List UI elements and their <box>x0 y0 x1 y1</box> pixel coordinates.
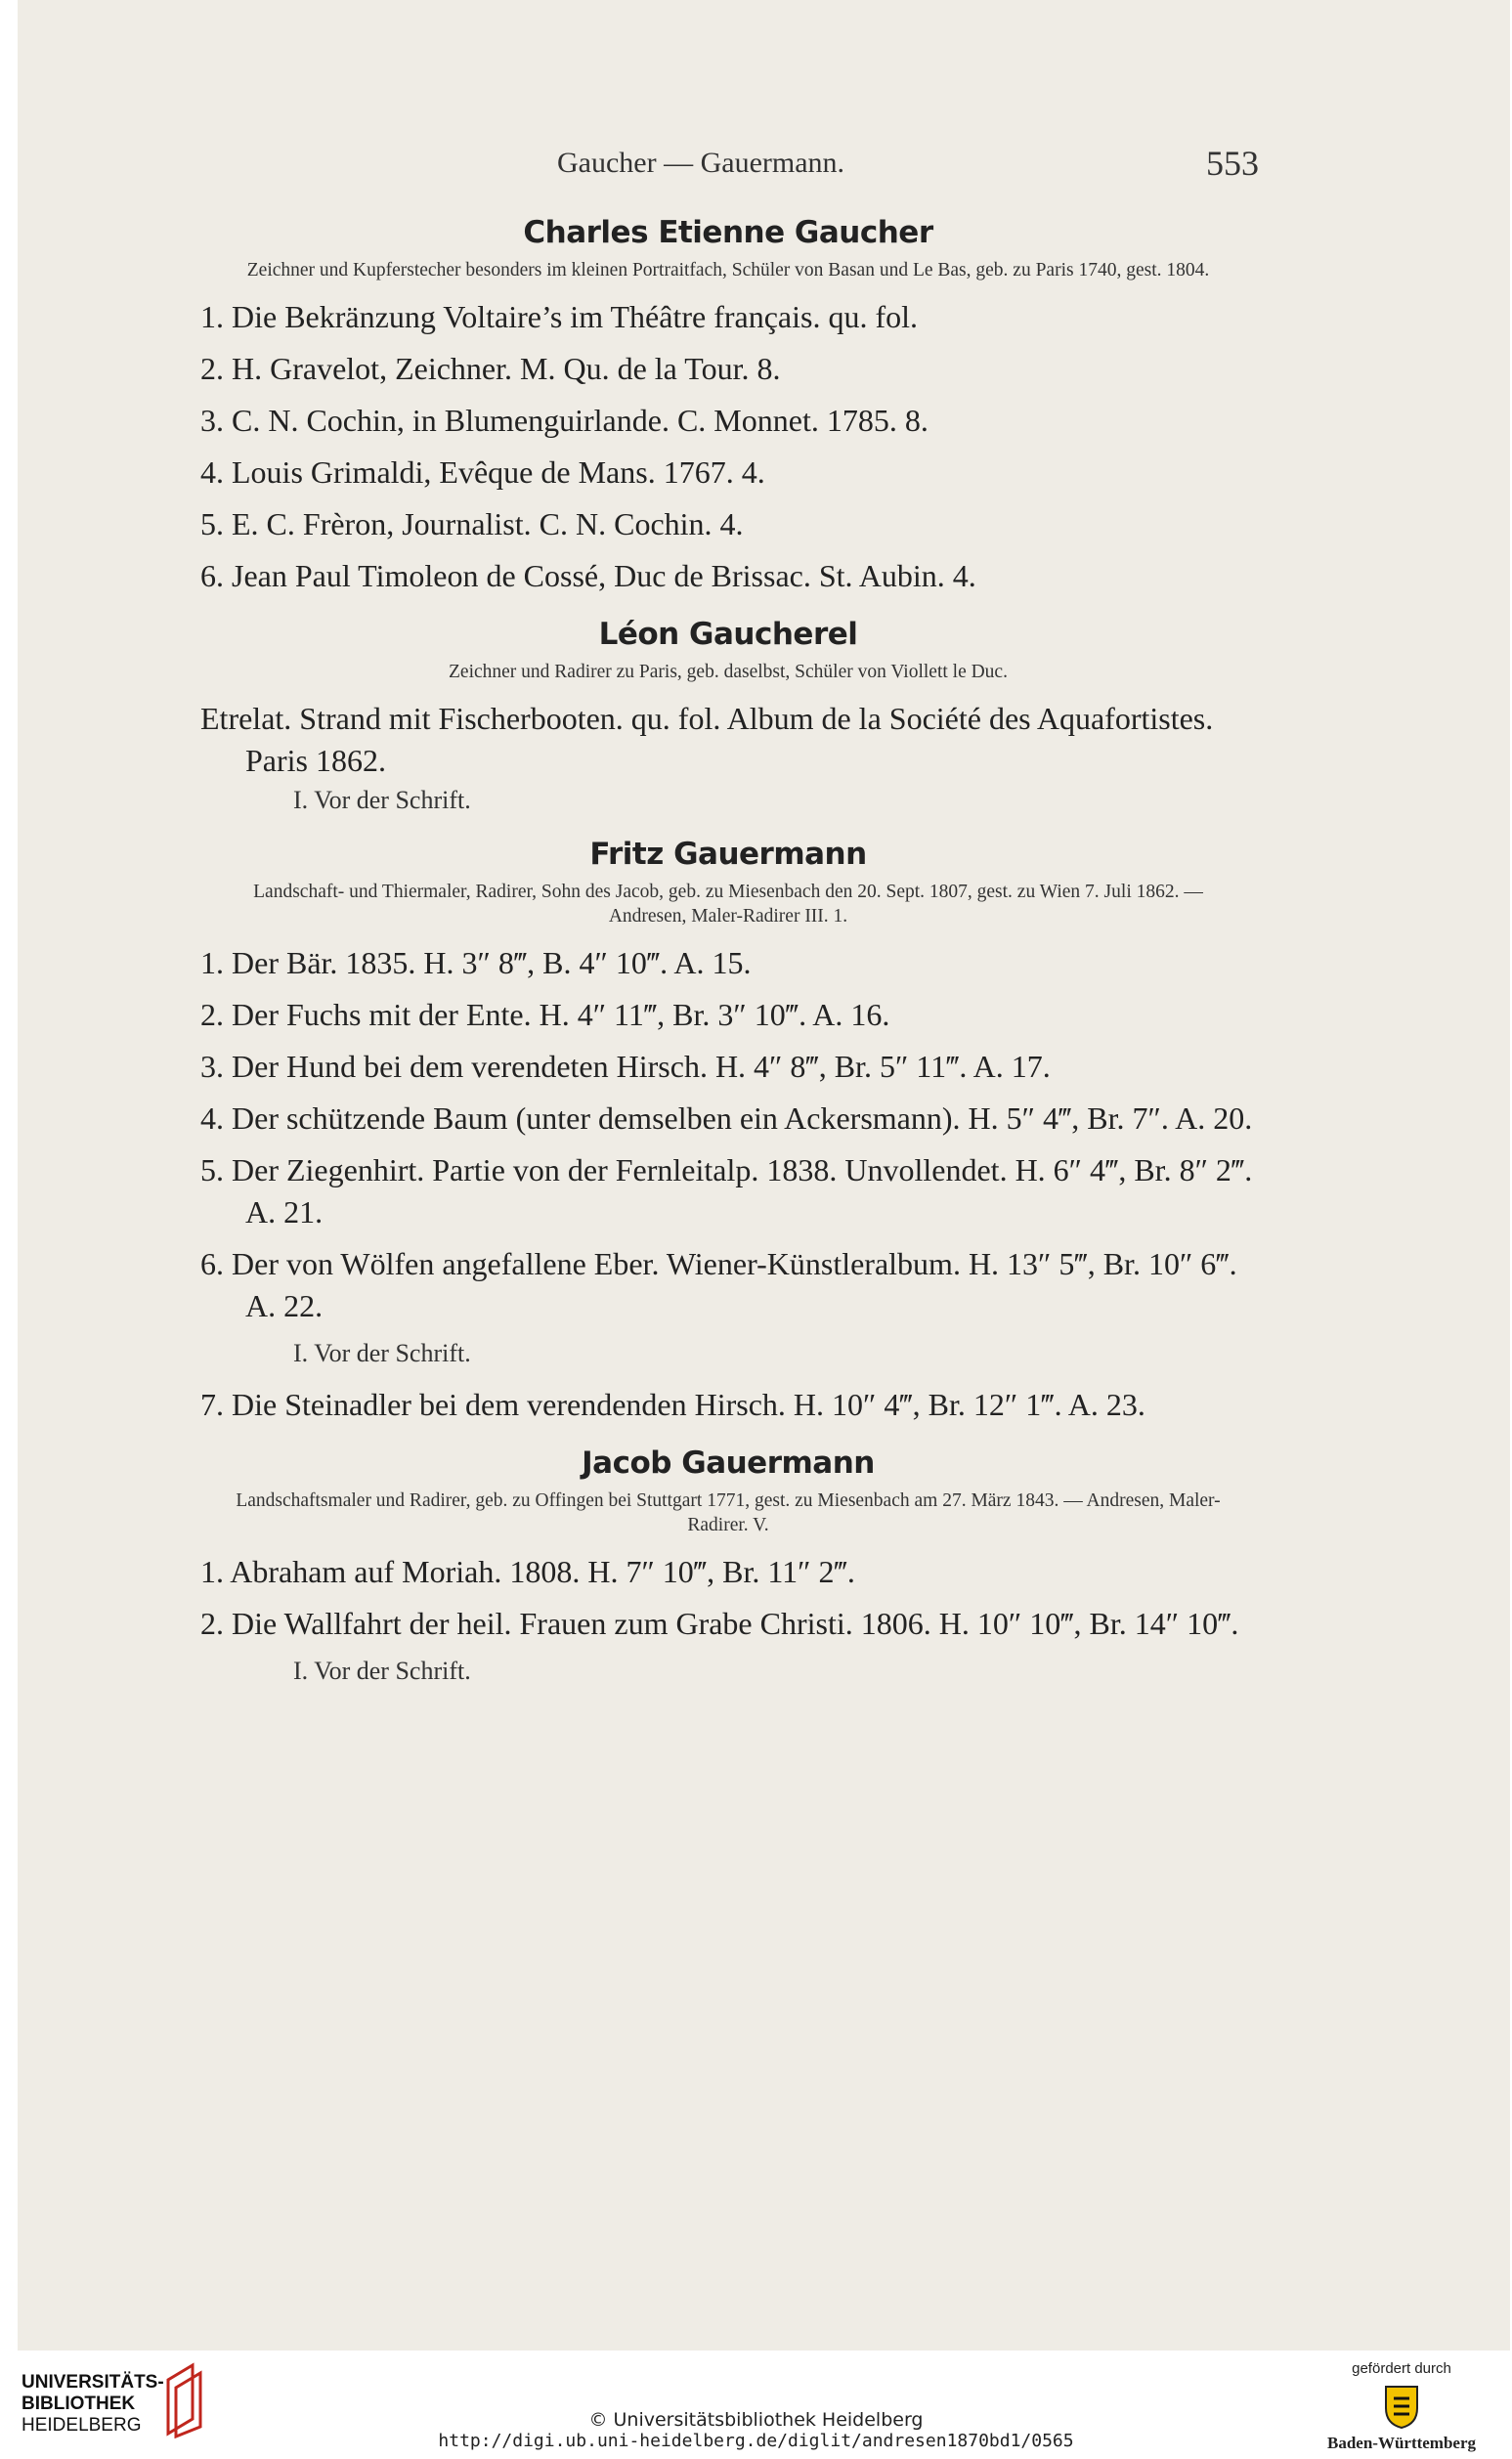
catalog-entry: 2. Die Wallfahrt der heil. Frauen zum Grabe Christi. 1806. H. 10″ 10‴, Br. 14″ 10‴. <box>200 1606 1239 1641</box>
catalog-entry: 1. Der Bär. 1835. H. 3″ 8‴, B. 4″ 10‴. A. 15. <box>200 945 752 980</box>
scanned-page <box>18 0 1510 2351</box>
catalog-entry: 1. Abraham auf Moriah. 1808. H. 7″ 10‴, Br. 11″ 2‴. <box>200 1554 855 1589</box>
page-content <box>200 144 1259 1702</box>
section-heading: Jacob Gauermann <box>582 1445 875 1481</box>
catalog-entry: 5. E. C. Frèron, Journalist. C. N. Cochin. 4. <box>200 506 744 541</box>
catalog-entry: 2. H. Gravelot, Zeichner. M. Qu. de la Tour. 8. <box>200 351 781 386</box>
catalog-entry: 4. Der schützende Baum (unter demselben ein Ackersmann). H. 5″ 4‴, Br. 7″. A. 20. <box>200 1100 1253 1136</box>
permalink-url[interactable]: http://digi.ub.uni-heidelberg.de/diglit/andresen1870bd1/0565 <box>438 2431 1074 2451</box>
footer-center <box>0 2409 1512 2452</box>
section-biography: Landschaftsmaler und Radirer, geb. zu Offingen bei Stuttgart 1771, gest. zu Miesenbach am 27. März 1843. — Andresen, Maler-Radirer. V. <box>236 1490 1221 1535</box>
section-heading: Fritz Gauermann <box>589 837 867 872</box>
catalog-entry: 6. Jean Paul Timoleon de Cossé, Duc de Brissac. St. Aubin. 4. <box>200 558 976 593</box>
section-biography: Zeichner und Radirer zu Paris, geb. daselbst, Schüler von Viollett le Duc. <box>449 662 1008 682</box>
section-biography: Zeichner und Kupferstecher besonders im kleinen Portraitfach, Schüler von Basan und Le Bas, geb. zu Paris 1740, gest. 1804. <box>246 260 1210 280</box>
catalog-entry: 1. Die Bekränzung Voltaire’s im Théâtre français. qu. fol. <box>200 299 919 334</box>
catalog-entry: 6. Der von Wölfen angefallene Eber. Wiener-Künstleralbum. H. 13″ 5‴, Br. 10″ 6‴. A. 22. <box>200 1246 1237 1323</box>
catalog-entry: 7. Die Steinadler bei dem verendenden Hirsch. H. 10″ 4‴, Br. 12″ 1‴. A. 23. <box>200 1387 1145 1422</box>
section-heading: Léon Gaucherel <box>598 617 858 652</box>
catalog-entry: 4. Louis Grimaldi, Evêque de Mans. 1767. 4. <box>200 454 765 490</box>
state-note: I. Vor der Schrift. <box>293 1339 471 1367</box>
state-crest-icon <box>1382 2383 1421 2430</box>
section-charles-etienne-gaucher <box>200 215 1256 597</box>
copyright-text: © Universitätsbibliothek Heidelberg <box>588 2409 924 2431</box>
funding-logo <box>1318 2360 1485 2453</box>
catalog-entry: 5. Der Ziegenhirt. Partie von der Fernleitalp. 1838. Unvollendet. H. 6″ 4‴, Br. 8″ 2‴. A. 21. <box>200 1152 1253 1230</box>
running-head <box>200 144 1259 195</box>
catalog-entry: 3. C. N. Cochin, in Blumenguirlande. C. Monnet. 1785. 8. <box>200 403 929 438</box>
catalog-entry: Etrelat. Strand mit Fischerbooten. qu. fol. Album de la Société des Aquafortistes. Paris 1862. <box>200 701 1214 778</box>
state-name: Baden-Württemberg <box>1326 2434 1477 2452</box>
catalog-entry: 3. Der Hund bei dem verendeten Hirsch. H. 4″ 8‴, Br. 5″ 11‴. A. 17. <box>200 1049 1051 1084</box>
section-fritz-gauermann <box>200 837 1256 1426</box>
library-name-line2: BIBLIOTHEK <box>22 2394 136 2414</box>
state-note: I. Vor der Schrift. <box>293 1657 471 1685</box>
page-number: 553 <box>1206 144 1259 183</box>
running-head-title: Gaucher — Gauermann. <box>557 147 845 179</box>
section-leon-gaucherel <box>200 617 1256 817</box>
catalog-entry: 2. Der Fuchs mit der Ente. H. 4″ 11‴, Br. 3″ 10‴. A. 16. <box>200 997 890 1032</box>
section-heading: Charles Etienne Gaucher <box>523 215 933 250</box>
library-name-line1: UNIVERSITÄTS- <box>22 2372 164 2393</box>
section-biography: Landschaft- und Thiermaler, Radirer, Sohn des Jacob, geb. zu Miesenbach den 20. Sept. 1807, gest. zu Wien 7. Juli 1862. — Andresen, Maler-Radirer III. 1. <box>253 882 1203 927</box>
state-note: I. Vor der Schrift. <box>293 786 471 814</box>
footer <box>0 2351 1512 2459</box>
library-name-line3: HEIDELBERG <box>22 2415 142 2436</box>
funded-by-text: gefördert durch <box>1352 2360 1451 2377</box>
section-jacob-gauermann <box>200 1445 1256 1688</box>
